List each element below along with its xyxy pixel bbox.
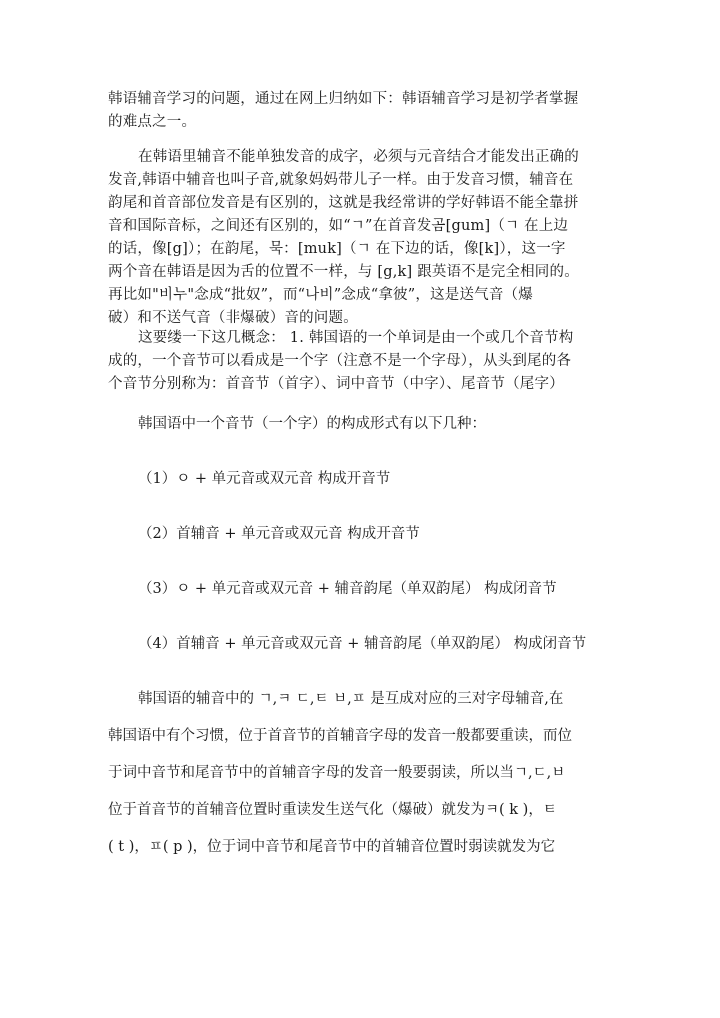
text-line: 韩国语中有个习惯，位于首音节的首辅音字母的发音一般都要重读，而位 xyxy=(108,728,572,744)
paragraph-syllable-concepts xyxy=(108,327,628,396)
text-line: ( t )，ㅍ( p )，位于词中音节和尾音节中的首辅音位置时弱读就发为它 xyxy=(108,839,556,855)
text-line: 于词中音节和尾音节中的首辅音字母的发音一般要弱读，所以当ㄱ,ㄷ,ㅂ xyxy=(108,765,566,781)
text-line: 的难点之一。 xyxy=(108,114,197,130)
text-line: 音和国际音标，之间还有区别的，如“ㄱ”在首音发곰[gum]（ㄱ 在上边 xyxy=(108,218,569,234)
text-line: 这要缕一下这几概念： 1. 韩国语的一个单词是由一个或几个音节构 xyxy=(138,330,574,346)
text-line: 两个音在韩语是因为舌的位置不一样，与 [g,k] 跟英语不是完全相同的。 xyxy=(108,264,579,280)
text-line: 成的，一个音节可以看成是一个字（注意不是一个字母），从头到尾的各 xyxy=(108,353,572,369)
text-line: 的话，像[g]）；在韵尾，묵：[muk]（ㄱ 在下边的话，像[k]），这一字 xyxy=(108,241,566,257)
text-line: 韵尾和首音部位发音是有区别的，这就是我经常讲的学好韩语不能全靠拼 xyxy=(108,195,579,211)
list-item: （4）首辅音 + 单元音或双元音 + 辅音韵尾（单双韵尾） 构成闭音节 xyxy=(138,636,587,652)
text-line: 个音节分别称为：首音节（首字）、词中音节（中字）、尾音节（尾字） xyxy=(108,376,564,392)
paragraph-consonant-pronunciation xyxy=(108,146,628,330)
text-line: 韩语辅音学习的问题，通过在网上归纳如下：韩语辅音学习是初学者掌握 xyxy=(108,91,579,107)
list-item: （1）ㅇ + 单元音或双元音 构成开音节 xyxy=(138,471,391,487)
list-item: （3）ㅇ + 单元音或双元音 + 辅音韵尾（单双韵尾） 构成闭音节 xyxy=(138,581,557,597)
text-line: 再比如"비누"念成“批奴”，而“나비”念成“拿彼”，这是送气音（爆 xyxy=(108,287,533,303)
paragraph-syllable-forms-heading: 韩国语中一个音节（一个字）的构成形式有以下几种： xyxy=(138,416,486,432)
text-line: 位于首音节的首辅音位置时重读发生送气化（爆破）就发为ㅋ( k )，ㅌ xyxy=(108,802,557,818)
list-item: （2）首辅音 + 单元音或双元音 构成开音节 xyxy=(138,526,420,542)
text-line: 破）和不送气音（非爆破）音的问题。 xyxy=(108,310,358,326)
paragraph-intro xyxy=(108,88,628,134)
text-line: 韩国语的辅音中的 ㄱ,ㅋ ㄷ,ㅌ ㅂ,ㅍ 是互成对应的三对字母辅音,在 xyxy=(138,691,564,707)
text-line: 在韩语里辅音不能单独发音的成字，必须与元音结合才能发出正确的 xyxy=(138,149,579,165)
text-line: 发音,韩语中辅音也叫子音,就象妈妈带儿子一样。由于发音习惯，辅音在 xyxy=(108,172,574,188)
